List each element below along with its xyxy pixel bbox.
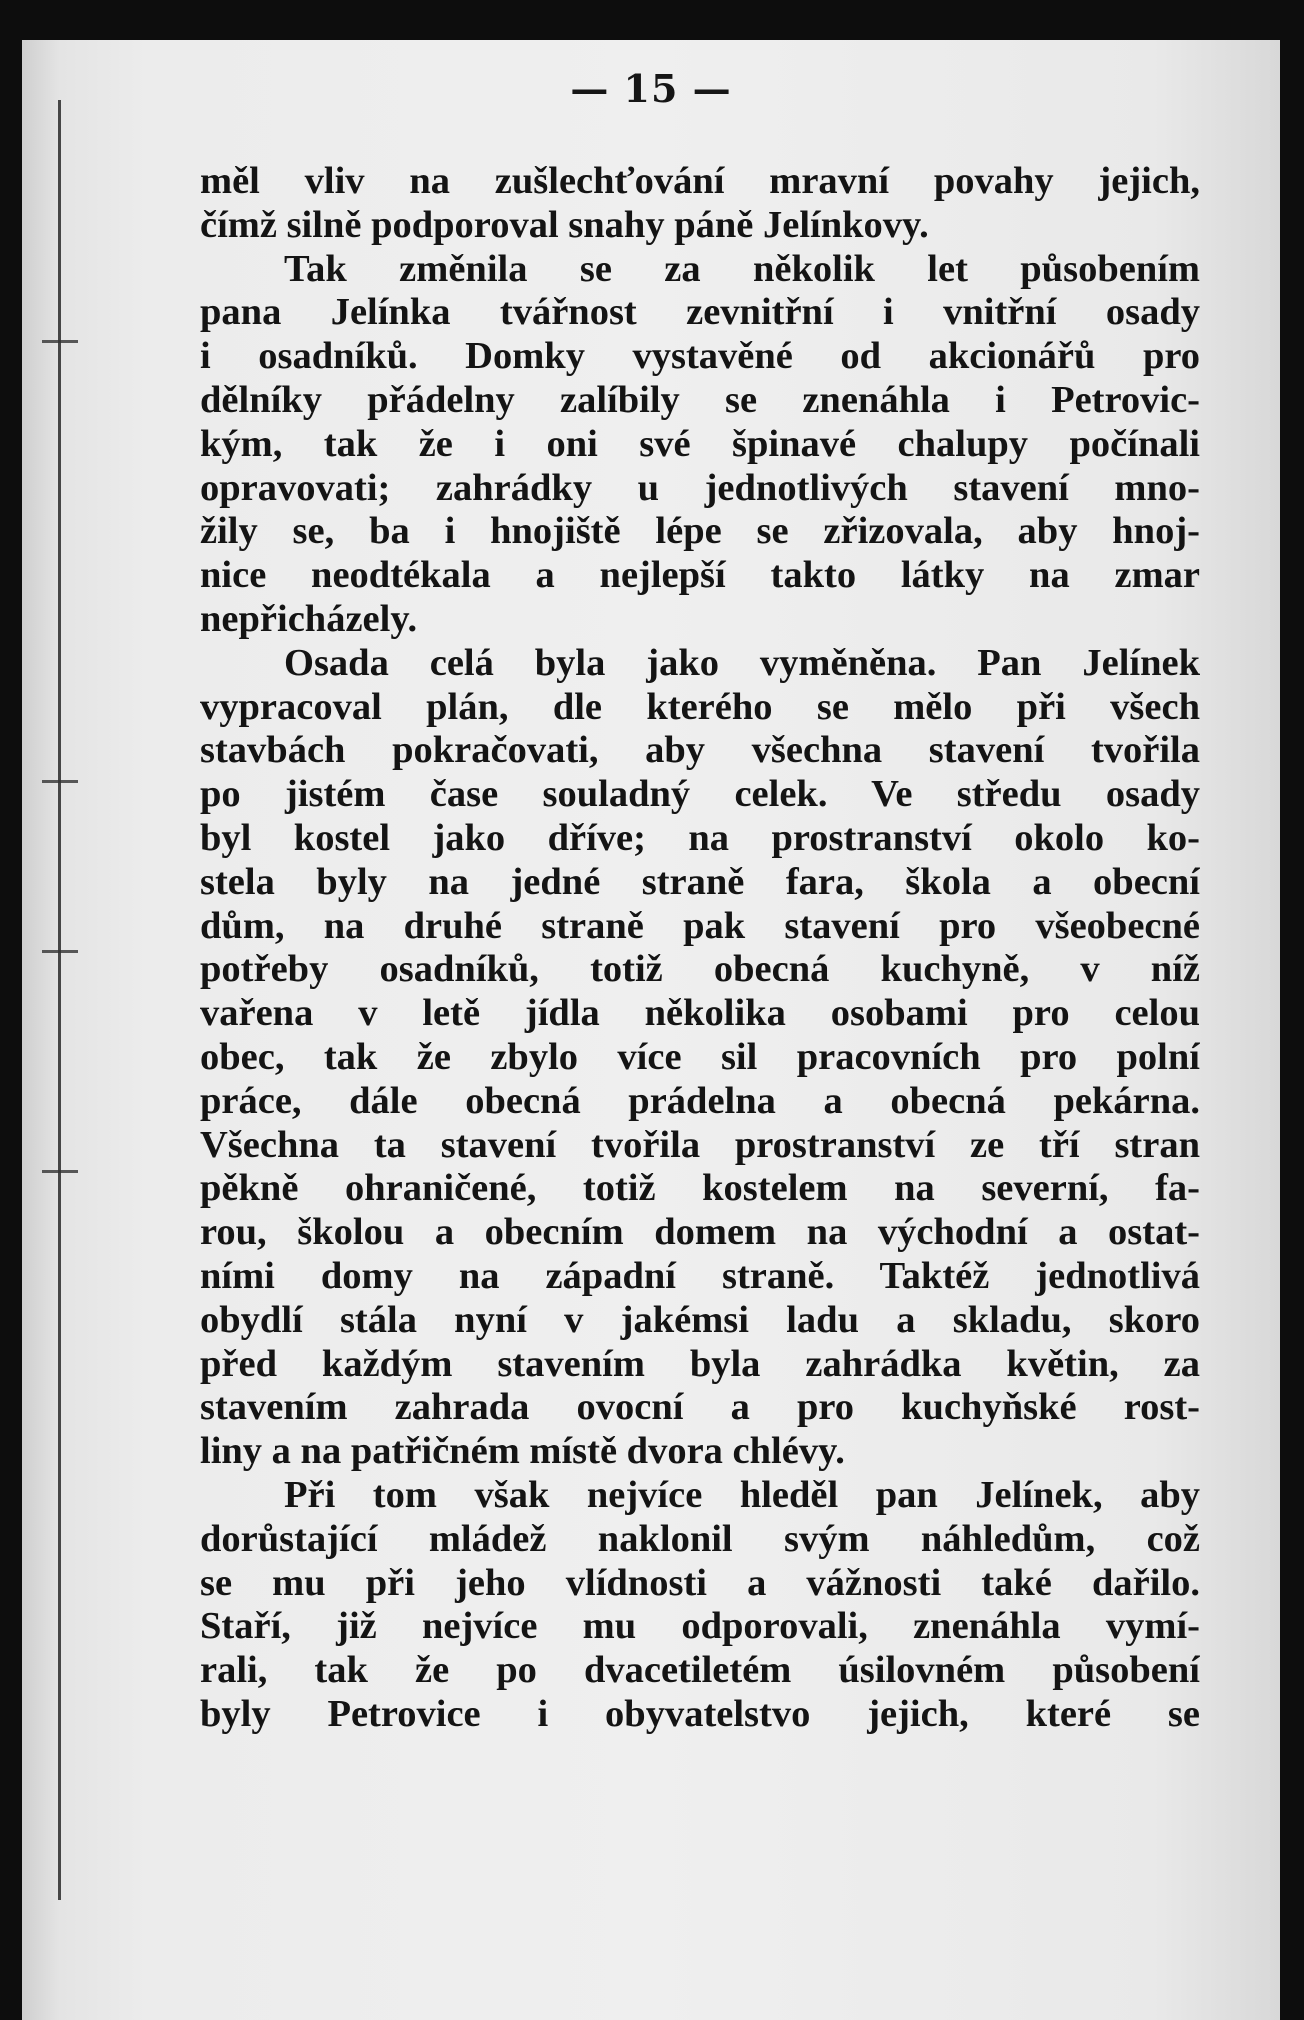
text-line: stavením zahrada ovocní a pro kuchyňské rost- <box>200 1386 1200 1429</box>
text-line: Při tom však nejvíce hleděl pan Jelínek, aby <box>284 1473 1200 1516</box>
text-line: dům, na druhé straně pak stavení pro všeobecné <box>200 904 1200 947</box>
text-line: Osada celá byla jako vyměněna. Pan Jelínek <box>284 641 1200 684</box>
binding-edge <box>58 100 61 1900</box>
text-line: žily se, ba i hnojiště lépe se zřizovala, aby hnoj- <box>200 510 1200 553</box>
text-line: čímž silně podporoval snahy páně Jelínkovy. <box>200 203 929 246</box>
text-line: Tak změnila se za několik let působením <box>284 247 1200 290</box>
text-line: rou, školou a obecním domem na východní a ostat- <box>200 1211 1200 1254</box>
text-line: vařena v letě jídla několika osobami pro celou <box>200 992 1200 1035</box>
text-line: kým, tak že i oni své špinavé chalupy počínali <box>200 422 1200 465</box>
text-line: ními domy na západní straně. Taktéž jednotlivá <box>200 1254 1200 1297</box>
text-line: pěkně ohraničené, totiž kostelem na severní, fa- <box>200 1167 1200 1210</box>
text-line: Všechna ta stavení tvořila prostranství ze tří stran <box>200 1123 1200 1166</box>
text-line: stela byly na jedné straně fara, škola a obecní <box>200 860 1200 903</box>
text-line: vypracoval plán, dle kterého se mělo při všech <box>200 685 1200 728</box>
binding-stitch-mark <box>42 1170 78 1173</box>
text-line: nepřicházely. <box>200 597 418 640</box>
binding-stitch-mark <box>42 780 78 783</box>
text-line: dorůstající mládež naklonil svým náhledům, což <box>200 1517 1200 1560</box>
text-line: práce, dále obecná prádelna a obecná pekárna. <box>200 1079 1200 1122</box>
text-line: se mu při jeho vlídnosti a vážnosti také dařilo. <box>200 1561 1200 1604</box>
text-line: obec, tak že zbylo více sil pracovních pro polní <box>200 1035 1200 1078</box>
text-line: i osadníků. Domky vystavěné od akcionářů pro <box>200 335 1200 378</box>
text-line: měl vliv na zušlechťování mravní povahy jejich, <box>200 160 1200 202</box>
body-text <box>200 160 1200 1737</box>
text-line: dělníky přádelny zalíbily se znenáhla i Petrovic- <box>200 378 1200 421</box>
binding-stitch-mark <box>42 950 78 953</box>
binding-stitch-mark <box>42 340 78 343</box>
book-page <box>22 40 1280 2020</box>
text-line: liny a na patřičném místě dvora chlévy. <box>200 1430 845 1473</box>
text-line: Staří, již nejvíce mu odporovali, znenáhla vymí- <box>200 1605 1200 1648</box>
page-number: — 15 — <box>570 66 732 111</box>
text-line: po jistém čase souladný celek. Ve středu osady <box>200 773 1200 816</box>
text-line: byly Petrovice i obyvatelstvo jejich, které se <box>200 1692 1200 1735</box>
text-line: pana Jelínka tvářnost zevnitřní i vnitřní osady <box>200 291 1200 334</box>
text-line: byl kostel jako dříve; na prostranství okolo ko- <box>200 816 1200 859</box>
text-line: potřeby osadníků, totiž obecná kuchyně, v níž <box>200 948 1200 991</box>
text-line: před každým stavením byla zahrádka květin, za <box>200 1342 1200 1385</box>
text-line: obydlí stála nyní v jakémsi ladu a skladu, skoro <box>200 1298 1200 1341</box>
text-line: rali, tak že po dvacetiletém úsilovném působení <box>200 1649 1200 1692</box>
text-line: nice neodtékala a nejlepší takto látky na zmar <box>200 554 1200 597</box>
text-line: stavbách pokračovati, aby všechna stavení tvořila <box>200 729 1200 772</box>
text-line: opravovati; zahrádky u jednotlivých stavení mno- <box>200 466 1200 509</box>
